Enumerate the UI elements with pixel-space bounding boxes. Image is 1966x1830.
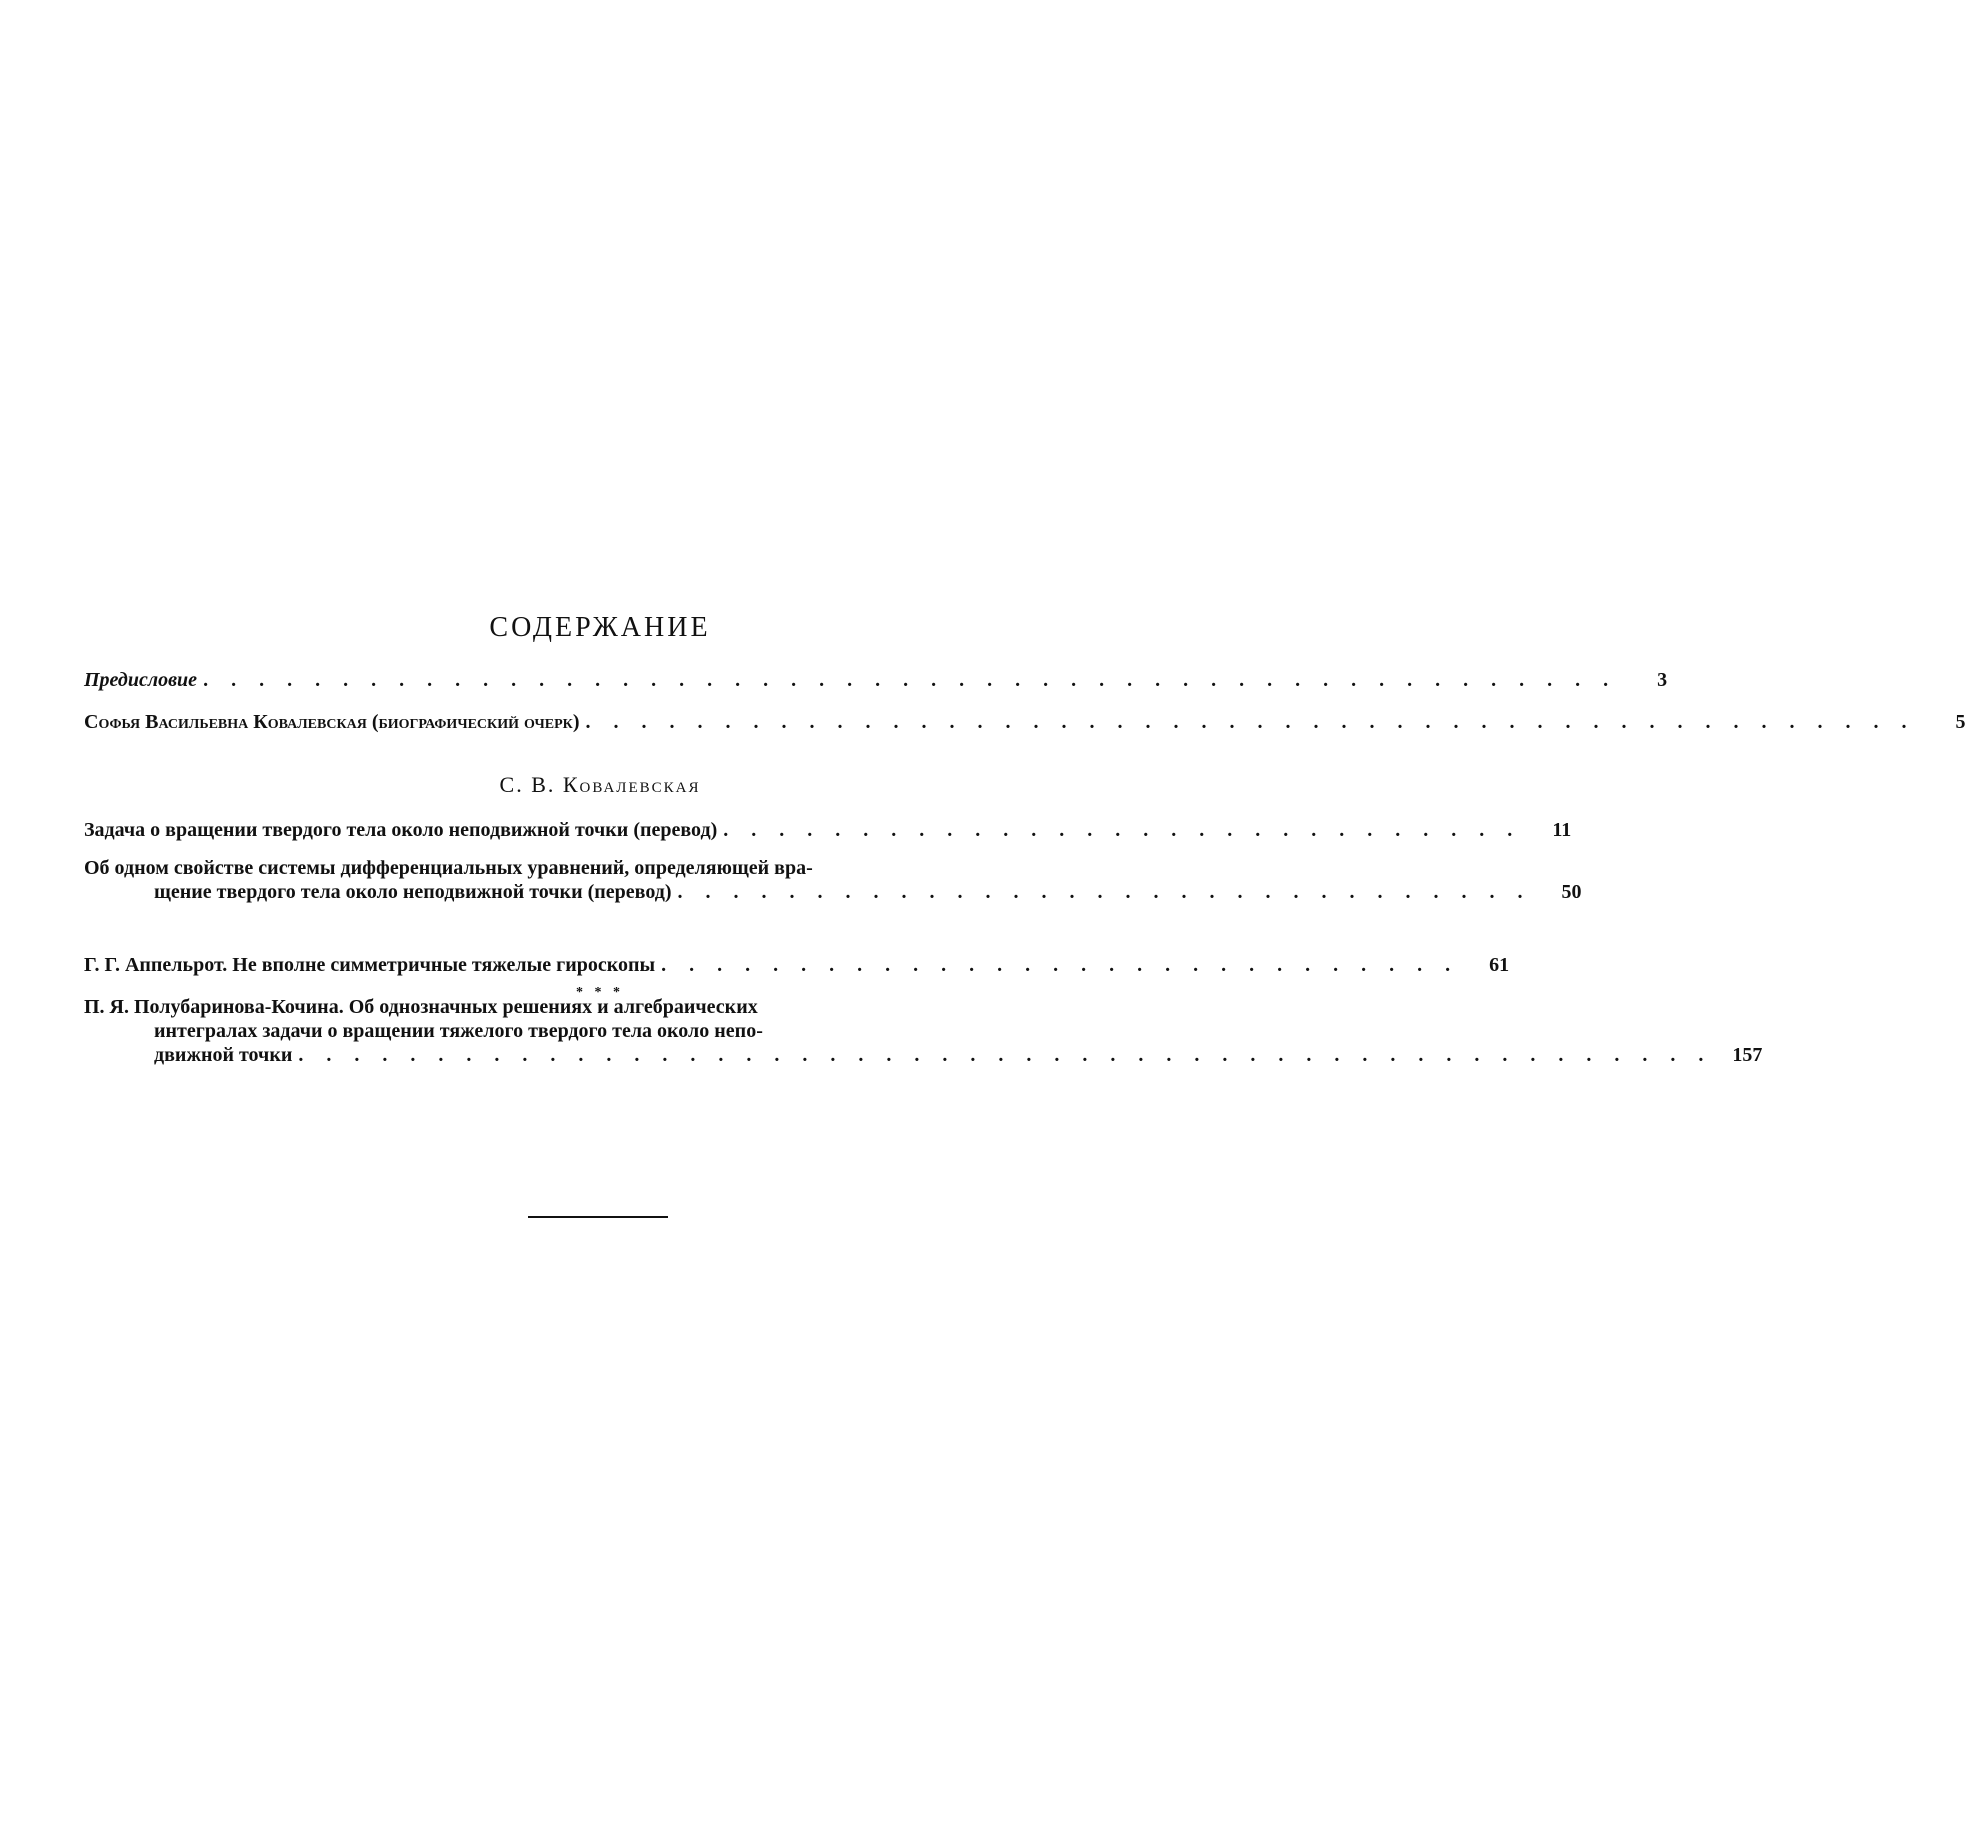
toc-entry-appelrot[interactable] (84, 953, 1510, 977)
entry-title-line-2: щение твердого тела около неподвижной точки (перевод) (154, 881, 672, 903)
entry-page-number: 11 (1552, 819, 1572, 841)
entry-title (84, 710, 580, 734)
dot-leader: . . . . . . . . . . . . . . . . . . . . . . . . . . . . . . . . . . . . . . . . . . . . . . . . . . . (203, 669, 1618, 691)
entry-page-number: 3 (1657, 669, 1668, 691)
entry-page-number: 5 (1955, 711, 1966, 733)
toc-entry-polubarinova[interactable] (84, 995, 1763, 1067)
closing-rule (528, 1216, 668, 1218)
entry-page-number: 61 (1489, 954, 1510, 976)
entry-page-number: 50 (1561, 881, 1582, 903)
entry-title: Предисловие (84, 669, 198, 691)
entry-title: Г. Г. Аппельрот. Не вполне симметричные тяжелые гироскопы (84, 954, 656, 976)
toc-entry-biography[interactable] (84, 710, 1966, 734)
entry-title-line-2: интегралах задачи о вращении тяжелого твердого тела около непо- (154, 1020, 763, 1042)
entry-title-text: Софья Васильевна Ковалевская (биографический очерк) (84, 711, 580, 733)
entry-title-line-1: П. Я. Полубаринова-Кочина. Об однозначных решениях и алгебраических (84, 996, 758, 1018)
toc-entry-rotation-problem[interactable] (84, 818, 1572, 842)
toc-entry-system-property[interactable] (84, 856, 1582, 904)
dot-leader: . . . . . . . . . . . . . . . . . . . . . . . . . . . . . . . (677, 881, 1532, 903)
toc-entry-preface[interactable] (84, 668, 1668, 692)
entry-page-number: 157 (1732, 1044, 1763, 1066)
dot-leader: . . . . . . . . . . . . . . . . . . . . . . . . . . . . . . . . . . . . . . . . . . . . . . . . (585, 711, 1916, 733)
section-separator-stars: * * * (576, 985, 624, 1000)
dot-leader: . . . . . . . . . . . . . . . . . . . . . . . . . . . . . . . . . . . . . . . . . . . . . . . . . . . (298, 1044, 1713, 1066)
dot-leader: . . . . . . . . . . . . . . . . . . . . . . . . . . . . . (723, 819, 1522, 841)
entry-title-line-1: Об одном свойстве системы дифференциальных уравнений, определяющей вра- (84, 857, 813, 879)
entry-title-line-3: движной точки (154, 1044, 293, 1066)
toc-title: СОДЕРЖАНИЕ (489, 612, 711, 643)
section-heading-kovalevskaya: С. В. Ковалевская (499, 772, 701, 797)
entry-title: Задача о вращении твердого тела около неподвижной точки (перевод) (84, 819, 718, 841)
dot-leader: . . . . . . . . . . . . . . . . . . . . . . . . . . . . . (661, 954, 1460, 976)
